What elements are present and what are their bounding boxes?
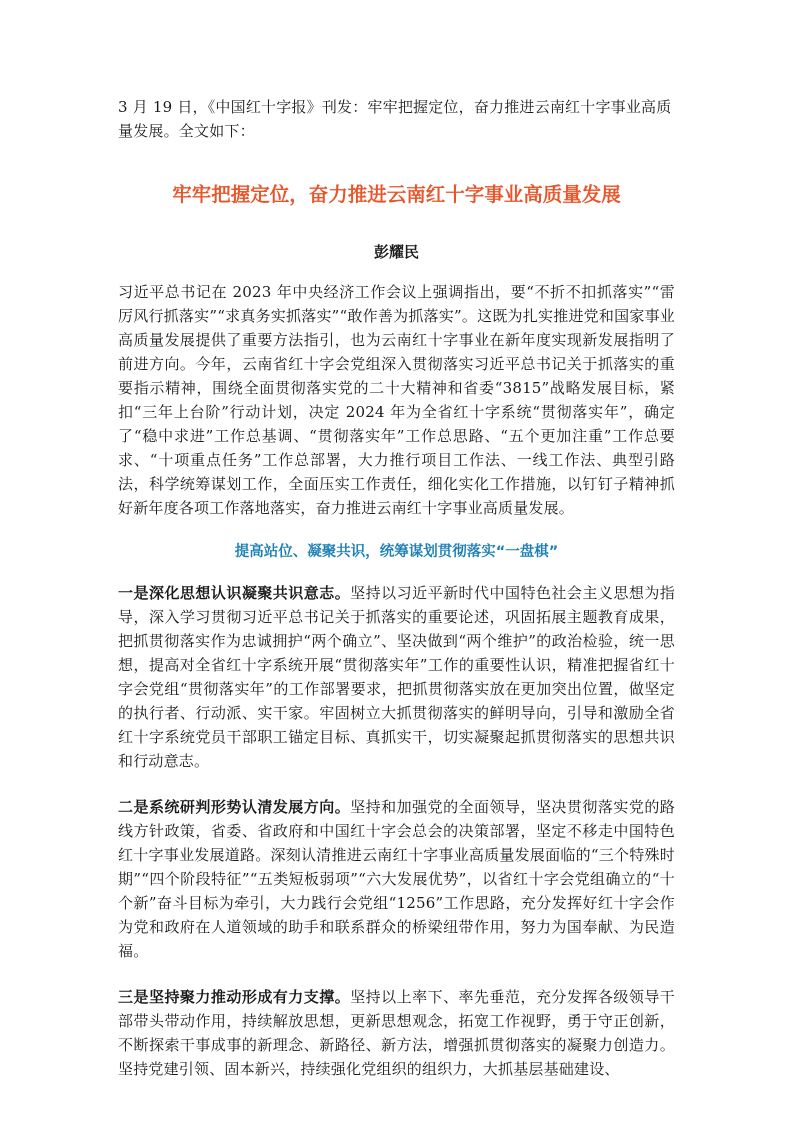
- article-author: 彭耀民: [373, 243, 419, 261]
- paragraph-item-3: [118, 985, 675, 1081]
- item-3-lead: 三是坚持聚力推动形成有力支撑。: [118, 988, 351, 1006]
- article-title: 牢牢把握定位，奋力推进云南红十字事业高质量发展: [172, 183, 621, 206]
- section-heading-1: 提高站位、凝聚共识，统筹谋划贯彻落实“一盘棋”: [234, 544, 559, 560]
- item-1-lead: 一是深化思想认识凝聚共识意志。: [118, 584, 351, 602]
- item-2-lead: 二是系统研判形势认清发展方向。: [118, 798, 351, 816]
- intro-text: 3 月 19 日，《中国红十字报》刊发：牢牢把握定位，奋力推进云南红十字事业高质量发展。全文如下：: [118, 98, 672, 140]
- paragraph-intro: 习近平总书记在 2023 年中央经济工作会议上强调指出，要“不折不扣抓落实”“雷厉风行抓落实”“求真务实抓落实”“敢作善为抓落实”。这既为扎实推进党和国家事业高质量发展提供了重要方法指引，也为云南红十字事业在新年度实现新发展指明了前进方向。今年，云南省红十字会党组深入贯彻落实习近平总书记关于抓落实的重要指示精神，围绕全面贯彻落实党的二十大精神和省委“3815”战略发展目标，紧扣“三年上台阶”行动计划，决定 2024 年为全省红十字系统“贯彻落实年”，确定了“稳中求进”工作总基调、“贯彻落实年”工作总思路、“五个更加注重”工作总要求、“十项重点任务”工作总部署，大力推行项目工作法、一线工作法、典型引路法，科学统筹谋划工作，全面压实工作责任，细化实化工作措施，以钉钉子精神抓好新年度各项工作落地落实，奋力推进云南红十字事业高质量发展。: [118, 283, 675, 517]
- item-1-body: 坚持以习近平新时代中国特色社会主义思想为指导，深入学习贯彻习近平总书记关于抓落实的重要论述，巩固拓展主题教育成果，把抓贯彻落实作为忠诚拥护“两个确立”、坚决做到“两个维护”的政治检验，统一思想，提高对全省红十字系统开展“贯彻落实年”工作的重要性认识，精准把握省红十字会党组“贯彻落实年”的工作部署要求，把抓贯彻落实放在更加突出位置，做坚定的执行者、行动派、实干家。牢固树立大抓贯彻落实的鲜明导向，引导和激励全省红十字系统党员干部职工锚定目标、真抓实干，切实凝聚起抓贯彻落实的思想共识和行动意志。: [118, 584, 675, 770]
- paragraph-item-2: [118, 795, 675, 963]
- item-3-body: 坚持以上率下、率先垂范，充分发挥各级领导干部带头带动作用，持续解放思想，更新思想观念，拓宽工作视野，勇于守正创新，不断探索干事成事的新理念、新路径、新方法，增强抓贯彻落实的凝聚力创造力。坚持党建引领、固本新兴，持续强化党组织的组织力，大抓基层基础建设、: [118, 988, 675, 1078]
- paragraph-item-1: [118, 581, 675, 773]
- item-2-body: 坚持和加强党的全面领导，坚决贯彻落实党的路线方针政策，省委、省政府和中国红十字会总会的决策部署，坚定不移走中国特色红十字事业发展道路。深刻认清推进云南红十字事业高质量发展面临的“三个特殊时期”“四个阶段特征”“五类短板弱项”“六大发展优势”，以省红十字会党组确立的“十个新”奋斗目标为牵引，大力践行会党组“1256”工作思路，充分发挥好红十字会作为党和政府在人道领域的助手和联系群众的桥梁纽带作用，努力为国奉献、为民造福。: [118, 798, 675, 960]
